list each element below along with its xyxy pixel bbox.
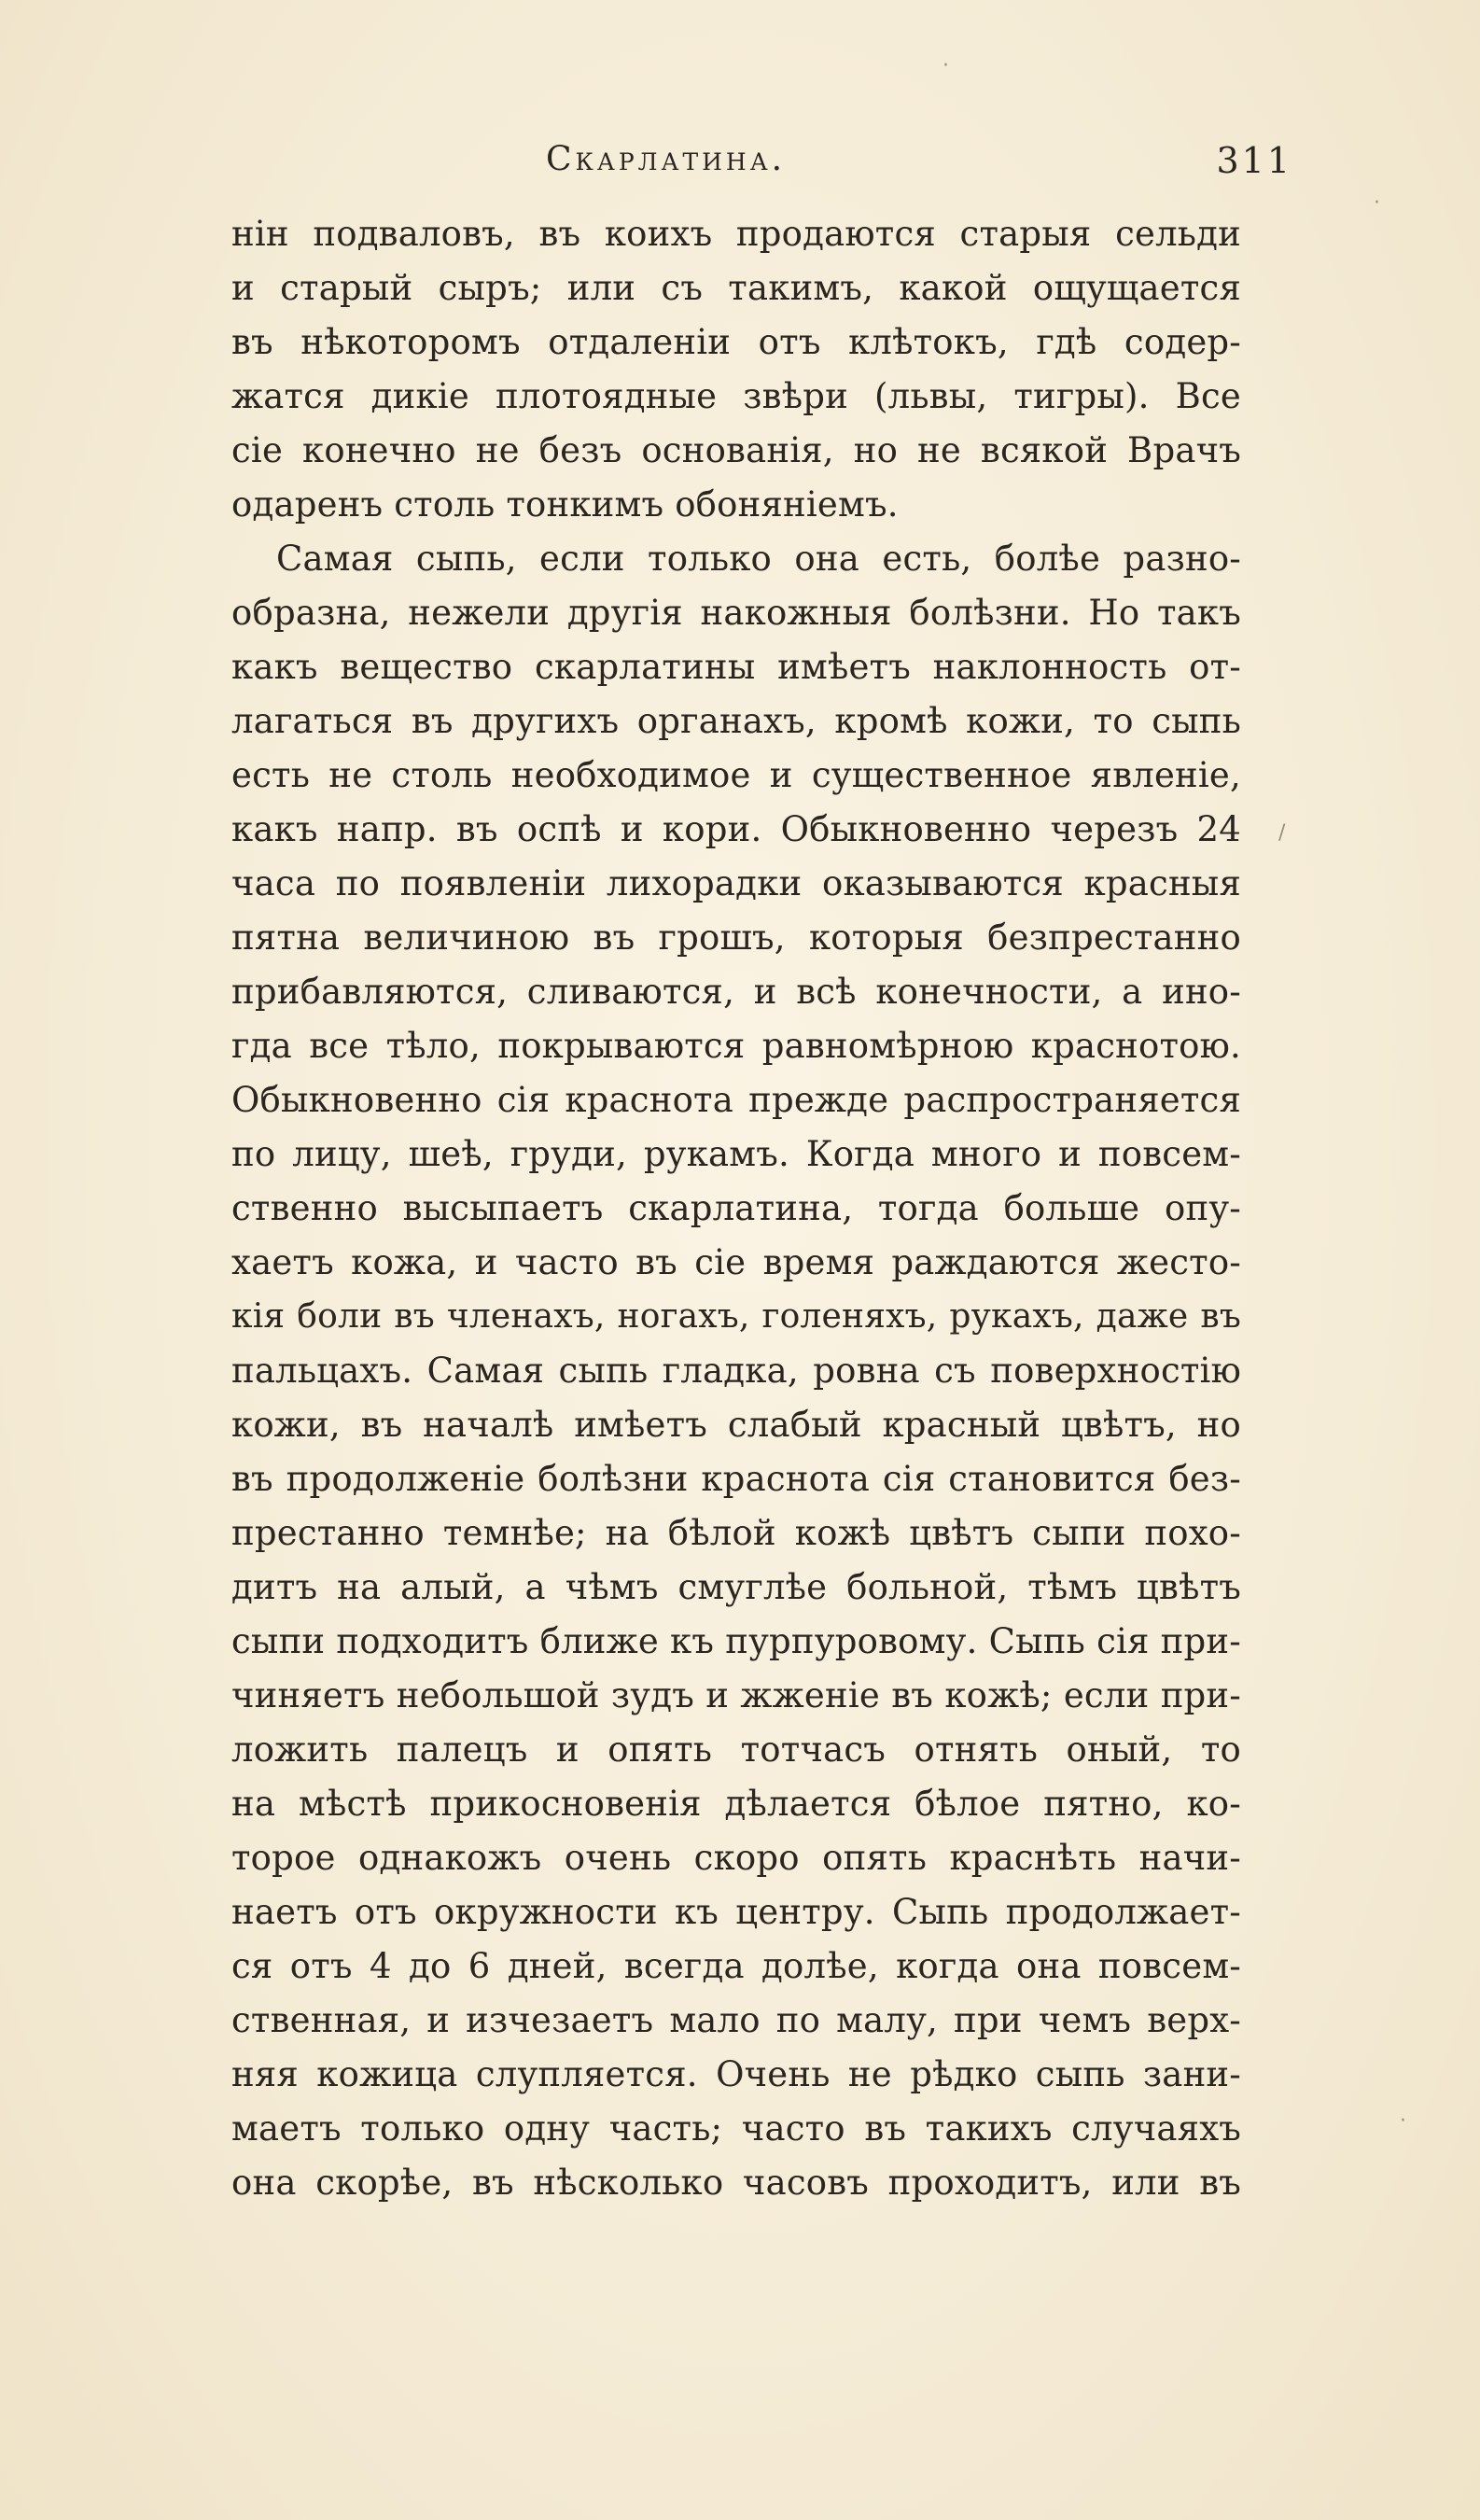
text-line: пальцахъ. Самая сыпь гладка, ровна съ поверхностію (231, 1351, 1241, 1391)
text-line: какъ вещество скарлатины имѣетъ наклонность от- (231, 647, 1241, 687)
body-text (231, 207, 1241, 2210)
text-line: на мѣстѣ прикосновенія дѣлается бѣлое пятно, ко- (231, 1784, 1241, 1824)
text-line: кія боли въ членахъ, ногахъ, голеняхъ, рукахъ, даже въ (231, 1297, 1241, 1336)
text-line: чиняетъ небольшой зудъ и жженіе въ кожѣ; если при- (231, 1675, 1241, 1715)
text-line: часа по появленіи лихорадки оказываются красныя (231, 863, 1241, 903)
text-line: Обыкновенно сія краснота прежде распространяется (231, 1080, 1241, 1120)
text-line: няя кожица слупляется. Очень не рѣдко сыпь зани- (231, 2054, 1241, 2094)
text-line: ложить палецъ и опять тотчасъ отнять оный, то (231, 1729, 1241, 1770)
paper-speck: · (1400, 2109, 1406, 2133)
text-line: наетъ отъ окружности къ центру. Сыпь продолжает- (231, 1892, 1241, 1932)
text-line: торое однакожъ очень скоро опять краснѣть начи- (231, 1838, 1241, 1878)
text-line: есть не столь необходимое и существенное явленіе, (231, 755, 1241, 795)
text-line: сіе конечно не безъ основанія, но не всякой Врачъ (231, 430, 1241, 470)
paper-speck: · (942, 54, 949, 77)
text-line: дитъ на алый, а чѣмъ смуглѣе больной, тѣмъ цвѣтъ (231, 1567, 1241, 1607)
text-line: кожи, въ началѣ имѣетъ слабый красный цвѣтъ, но (231, 1405, 1241, 1445)
text-line: пятна величиною въ грошъ, которыя безпрестанно (231, 917, 1241, 958)
text-line: маетъ только одну часть; часто въ такихъ случаяхъ (231, 2108, 1241, 2149)
running-title: Скарлатина. (546, 140, 787, 178)
paper-speck: · (1374, 191, 1380, 215)
page-header (229, 140, 1292, 196)
text-line: жатся дикіе плотоядные звѣри (львы, тигры). Все (231, 376, 1241, 416)
text-line: въ продолженіе болѣзни краснота сія становится без- (231, 1459, 1241, 1499)
paper-speck: / (1278, 821, 1286, 845)
text-line: лагаться въ другихъ органахъ, кромѣ кожи, то сыпь (231, 701, 1241, 741)
text-line: ся отъ 4 до 6 дней, всегда долѣе, когда она повсем- (231, 1946, 1241, 1986)
text-line: она скорѣе, въ нѣсколько часовъ проходитъ, или въ (231, 2163, 1241, 2203)
text-line: Самая сыпь, если только она есть, болѣе разно- (276, 539, 1241, 579)
text-line: нін подваловъ, въ коихъ продаются старыя сельди (231, 214, 1241, 254)
text-line: образна, нежели другія накожныя болѣзни. Но такъ (231, 593, 1241, 633)
text-line: какъ напр. въ оспѣ и кори. Обыкновенно черезъ 24 (231, 809, 1241, 849)
text-line: ственная, и изчезаетъ мало по малу, при чемъ верх- (231, 2000, 1241, 2040)
text-line: гда все тѣло, покрываются равномѣрною краснотою. (231, 1026, 1241, 1066)
text-line: ственно высыпаетъ скарлатина, тогда больше опу- (231, 1188, 1241, 1228)
text-line: престанно темнѣе; на бѣлой кожѣ цвѣтъ сыпи похо- (231, 1513, 1241, 1553)
text-line: сыпи подходитъ ближе къ пурпуровому. Сыпь сія при- (231, 1621, 1241, 1661)
text-line: хаетъ кожа, и часто въ сіе время раждаются жесто- (231, 1242, 1241, 1282)
text-line: одаренъ столь тонкимъ обоняніемъ. (231, 484, 899, 525)
text-line: прибавляются, сливаются, и всѣ конечности, а ино- (231, 972, 1241, 1012)
text-line: и старый сыръ; или съ такимъ, какой ощущается (231, 268, 1241, 308)
page-number: 311 (1216, 140, 1292, 181)
text-line: въ нѣкоторомъ отдаленіи отъ клѣтокъ, гдѣ содер- (231, 322, 1241, 362)
text-line: по лицу, шеѣ, груди, рукамъ. Когда много и повсем- (231, 1134, 1241, 1174)
